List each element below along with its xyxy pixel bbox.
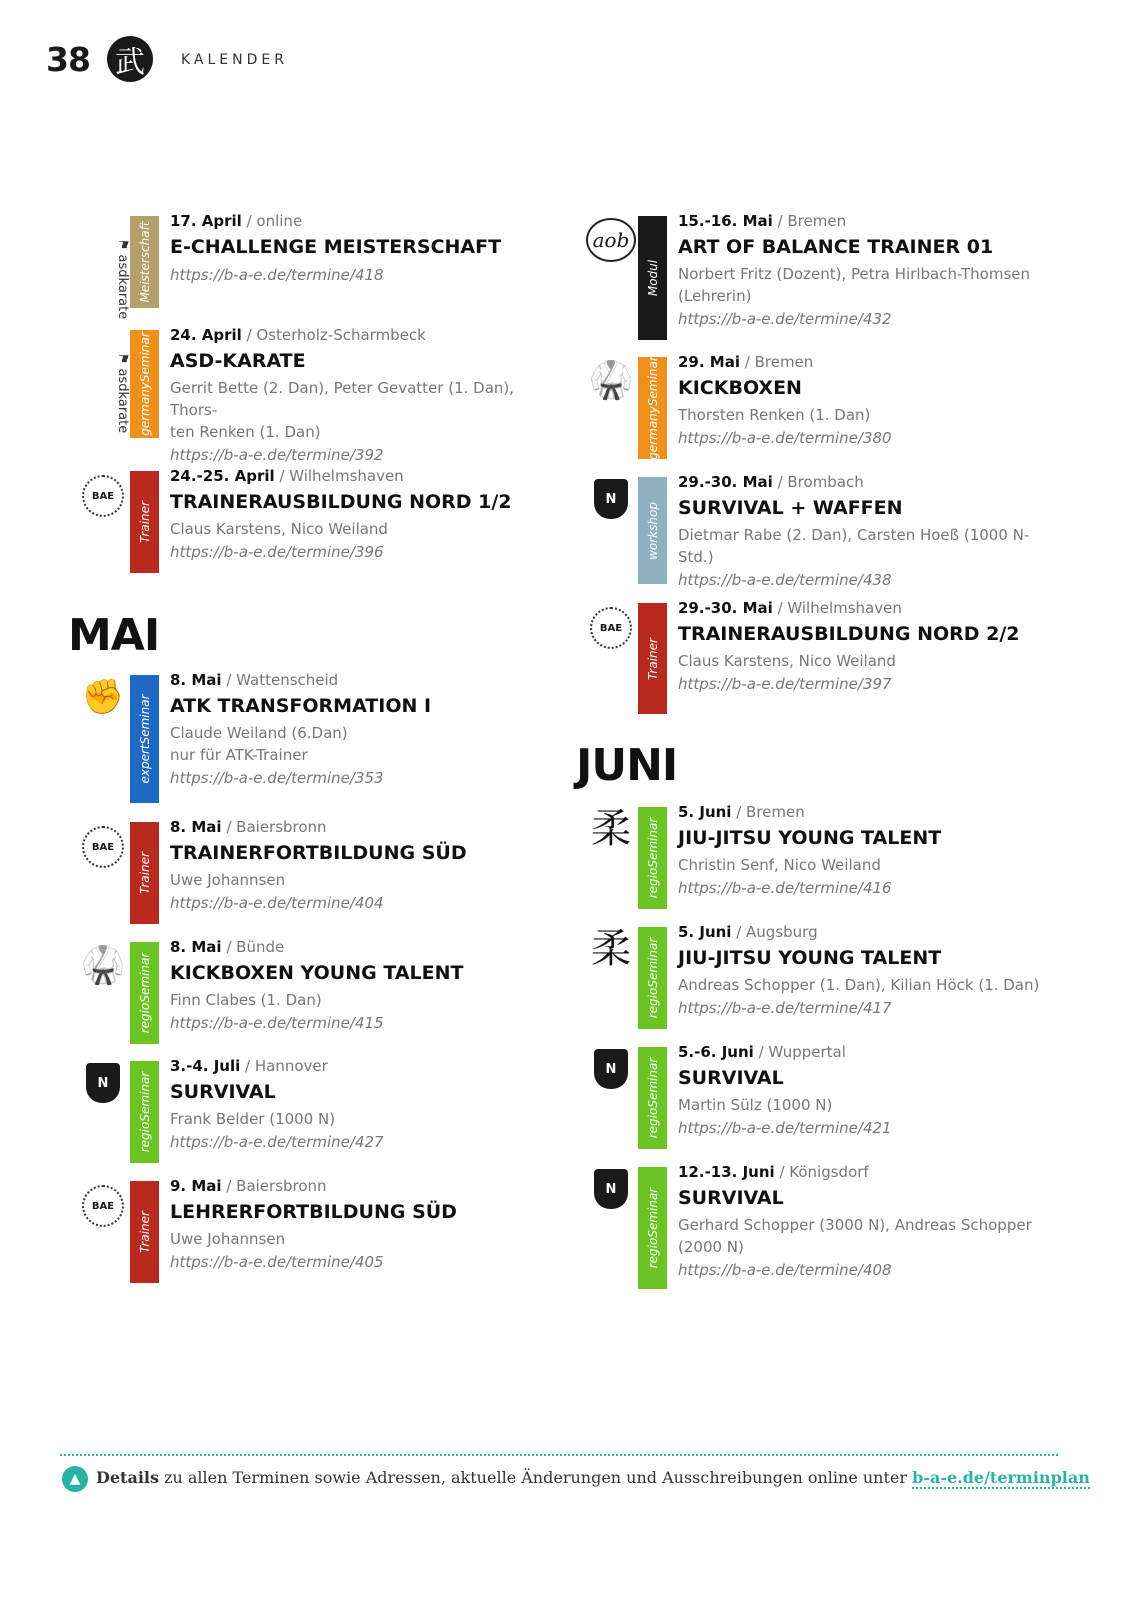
category-bar bbox=[130, 330, 159, 438]
event-link[interactable]: https://b-a-e.de/termine/418 bbox=[170, 266, 384, 284]
event-link[interactable]: https://b-a-e.de/termine/417 bbox=[678, 999, 892, 1017]
survival-shield-logo-icon: N bbox=[86, 1063, 120, 1103]
event-title: KICKBOXEN bbox=[678, 377, 802, 399]
event-title: TRAINERFORTBILDUNG SÜD bbox=[170, 842, 467, 864]
event-entry bbox=[586, 353, 1056, 460]
event-date: 15.-16. Mai bbox=[678, 212, 773, 230]
category-bar bbox=[130, 675, 159, 803]
kickboxer-logo-icon: 🥋 bbox=[588, 360, 634, 401]
month-heading-juni: JUNI bbox=[576, 740, 678, 791]
category-bar bbox=[638, 1047, 667, 1149]
event-date-location bbox=[678, 921, 1058, 943]
event-title: ATK TRANSFORMATION I bbox=[170, 695, 432, 717]
event-instructors: Christin Senf, Nico Weiland bbox=[678, 856, 881, 874]
event-date-location bbox=[678, 210, 1058, 232]
event-instructors: ten Renken (1. Dan) bbox=[170, 423, 321, 441]
category-label: Trainer bbox=[137, 1211, 152, 1253]
category-bar bbox=[638, 477, 667, 584]
event-date: 5. Juni bbox=[678, 803, 732, 821]
event-instructors: Uwe Johannsen bbox=[170, 871, 286, 889]
event-instructors: Andreas Schopper (1. Dan), Kilian Höck (1. Dan) bbox=[678, 976, 1040, 994]
kickboxer-logo-icon: 🥋 bbox=[80, 945, 126, 986]
category-bar bbox=[638, 927, 667, 1029]
event-location: / Augsburg bbox=[731, 923, 818, 941]
event-entry bbox=[78, 818, 548, 924]
event-logo bbox=[78, 216, 131, 320]
event-date: 8. Mai bbox=[170, 938, 222, 956]
event-instructors: (Lehrerin) bbox=[678, 287, 752, 305]
event-date-location bbox=[678, 1161, 1058, 1183]
category-label: Modul bbox=[645, 259, 660, 297]
event-details bbox=[170, 210, 550, 287]
event-link[interactable]: https://b-a-e.de/termine/432 bbox=[678, 310, 892, 328]
footer-bold: Details bbox=[96, 1468, 159, 1487]
event-date-location bbox=[678, 801, 1058, 823]
category-label: regioSeminar bbox=[645, 1057, 660, 1139]
category-bar bbox=[130, 822, 159, 924]
event-logo bbox=[78, 471, 128, 561]
event-details bbox=[678, 1041, 1058, 1140]
category-label: Trainer bbox=[645, 637, 660, 680]
category-label: germanySeminar bbox=[137, 332, 152, 436]
event-date: 8. Mai bbox=[170, 671, 222, 689]
asdkarate-logo-icon: ⚑ asdkarate bbox=[115, 352, 131, 434]
event-title: SURVIVAL bbox=[678, 1187, 784, 1209]
event-location: / Bremen bbox=[731, 803, 805, 821]
event-link[interactable]: https://b-a-e.de/termine/427 bbox=[170, 1133, 384, 1151]
event-instructors: Claus Karstens, Nico Weiland bbox=[170, 520, 388, 538]
footer-text: zu allen Terminen sowie Adressen, aktuelle Änderungen und Ausschreibungen online unter bbox=[158, 1468, 913, 1487]
event-logo bbox=[586, 927, 636, 1017]
event-link[interactable]: https://b-a-e.de/termine/438 bbox=[678, 571, 892, 589]
event-title: SURVIVAL bbox=[678, 1067, 784, 1089]
event-instructors: Thorsten Renken (1. Dan) bbox=[678, 406, 871, 424]
event-date-location bbox=[170, 465, 550, 487]
category-label: workshop bbox=[645, 501, 660, 560]
event-date-location bbox=[170, 1055, 550, 1077]
event-date: 17. April bbox=[170, 212, 242, 230]
event-logo bbox=[78, 822, 128, 912]
event-entry bbox=[586, 473, 1056, 589]
asdkarate-logo-icon: ⚑ asdkarate bbox=[115, 238, 131, 320]
event-entry bbox=[78, 938, 548, 1044]
event-details bbox=[170, 324, 550, 467]
event-instructors: Dietmar Rabe (2. Dan), Carsten Hoeß (1000 N-Std.) bbox=[678, 526, 1030, 566]
event-date-location bbox=[170, 816, 550, 838]
event-date: 9. Mai bbox=[170, 1177, 222, 1195]
event-logo bbox=[586, 357, 636, 447]
event-date-location bbox=[170, 210, 550, 232]
event-date-location bbox=[678, 471, 1058, 493]
event-logo bbox=[78, 1061, 128, 1151]
event-details bbox=[678, 351, 1058, 450]
event-logo bbox=[78, 942, 128, 1032]
event-location: / Hannover bbox=[240, 1057, 328, 1075]
survival-shield-logo-icon: N bbox=[594, 1169, 628, 1209]
event-entry bbox=[586, 212, 1056, 340]
event-entry bbox=[586, 923, 1056, 1029]
event-details bbox=[678, 471, 1058, 592]
category-label: regioSeminar bbox=[137, 952, 152, 1034]
event-date: 3.-4. Juli bbox=[170, 1057, 241, 1075]
category-bar bbox=[130, 942, 159, 1044]
category-bar bbox=[130, 1061, 159, 1163]
event-entry bbox=[586, 803, 1056, 909]
bae-logo-icon: BAE bbox=[82, 475, 124, 517]
event-date: 24. April bbox=[170, 326, 242, 344]
survival-shield-logo-icon: N bbox=[594, 479, 628, 519]
event-title: JIU-JITSU YOUNG TALENT bbox=[678, 947, 942, 969]
event-details bbox=[678, 1161, 1058, 1282]
terminplan-link[interactable]: b-a-e.de/terminplan bbox=[912, 1468, 1090, 1487]
event-location: / Bünde bbox=[221, 938, 285, 956]
event-details bbox=[170, 816, 550, 915]
event-details bbox=[170, 465, 550, 564]
event-logo bbox=[78, 675, 128, 765]
event-date: 24.-25. April bbox=[170, 467, 275, 485]
event-details bbox=[678, 210, 1058, 331]
event-date-location bbox=[678, 597, 1058, 619]
event-logo bbox=[586, 477, 636, 567]
month-heading-mai: MAI bbox=[68, 610, 160, 661]
event-date: 29.-30. Mai bbox=[678, 473, 773, 491]
event-date: 5.-6. Juni bbox=[678, 1043, 754, 1061]
section-title: KALENDER bbox=[181, 52, 288, 68]
event-details bbox=[678, 801, 1058, 900]
event-location: / Baiersbronn bbox=[221, 1177, 327, 1195]
event-title: SURVIVAL bbox=[170, 1081, 276, 1103]
event-instructors: Martin Sülz (1000 N) bbox=[678, 1096, 833, 1114]
event-logo bbox=[586, 603, 636, 693]
event-instructors: (2000 N) bbox=[678, 1238, 744, 1256]
event-link[interactable]: https://b-a-e.de/termine/396 bbox=[170, 543, 384, 561]
event-instructors: Gerhard Schopper (3000 N), Andreas Schopper bbox=[678, 1216, 1032, 1234]
event-location: / Baiersbronn bbox=[221, 818, 327, 836]
category-label: regioSeminar bbox=[137, 1071, 152, 1153]
event-entry bbox=[78, 212, 548, 320]
bae-logo-icon: BAE bbox=[82, 826, 124, 868]
event-location: / Wilhelmshaven bbox=[772, 599, 902, 617]
atk-fist-logo-icon: ✊ bbox=[81, 677, 125, 717]
event-logo bbox=[78, 330, 131, 434]
event-title: ASD-KARATE bbox=[170, 350, 306, 372]
event-link[interactable]: https://b-a-e.de/termine/397 bbox=[678, 675, 892, 693]
event-instructors: Gerrit Bette (2. Dan), Peter Gevatter (1. Dan), Thors- bbox=[170, 379, 515, 419]
event-date-location bbox=[170, 1175, 550, 1197]
event-logo bbox=[586, 807, 636, 897]
event-logo bbox=[586, 1047, 636, 1137]
event-entry bbox=[78, 671, 548, 803]
event-link[interactable]: https://b-a-e.de/termine/405 bbox=[170, 1253, 384, 1271]
event-entry bbox=[78, 326, 548, 464]
category-bar bbox=[638, 357, 667, 459]
event-details bbox=[170, 1055, 550, 1154]
event-location: / Bremen bbox=[772, 212, 847, 230]
category-bar bbox=[638, 216, 667, 340]
event-location: / Wattenscheid bbox=[221, 671, 339, 689]
category-bar bbox=[130, 471, 159, 573]
page-number: 38 bbox=[46, 40, 90, 79]
category-bar bbox=[638, 603, 667, 714]
event-link[interactable]: https://b-a-e.de/termine/380 bbox=[678, 429, 892, 447]
category-label: regioSeminar bbox=[645, 817, 660, 899]
event-date-location bbox=[170, 669, 550, 691]
event-date: 29.-30. Mai bbox=[678, 599, 773, 617]
event-link[interactable]: https://b-a-e.de/termine/408 bbox=[678, 1261, 892, 1279]
event-location: / Bremen bbox=[740, 353, 814, 371]
event-date: 8. Mai bbox=[170, 818, 222, 836]
category-bar bbox=[638, 1167, 667, 1289]
event-instructors: Claus Karstens, Nico Weiland bbox=[678, 652, 896, 670]
event-details bbox=[170, 669, 550, 790]
footer-divider bbox=[60, 1454, 1058, 1456]
category-label: regioSeminar bbox=[645, 937, 660, 1019]
event-date: 5. Juni bbox=[678, 923, 732, 941]
event-title: KICKBOXEN YOUNG TALENT bbox=[170, 962, 464, 984]
bushido-logo-icon: 武 bbox=[107, 36, 153, 82]
category-label: regioSeminar bbox=[645, 1187, 660, 1269]
event-details bbox=[678, 921, 1058, 1020]
event-link[interactable]: https://b-a-e.de/termine/416 bbox=[678, 879, 892, 897]
event-location: / Wilhelmshaven bbox=[274, 467, 404, 485]
event-title: TRAINERAUSBILDUNG NORD 1/2 bbox=[170, 491, 512, 513]
event-instructors: Norbert Fritz (Dozent), Petra Hirlbach-Thomsen bbox=[678, 265, 1031, 283]
aob-logo-icon: aob bbox=[586, 218, 636, 262]
category-label: expertSeminar bbox=[137, 694, 152, 784]
event-title: LEHRERFORTBILDUNG SÜD bbox=[170, 1201, 457, 1223]
event-title: SURVIVAL + WAFFEN bbox=[678, 497, 903, 519]
event-instructors: Uwe Johannsen bbox=[170, 1230, 286, 1248]
event-instructors: Claude Weiland (6.Dan) bbox=[170, 724, 348, 742]
event-link[interactable]: https://b-a-e.de/termine/421 bbox=[678, 1119, 892, 1137]
category-bar bbox=[638, 807, 667, 909]
event-location: / online bbox=[241, 212, 303, 230]
survival-shield-logo-icon: N bbox=[594, 1049, 628, 1089]
event-details bbox=[170, 1175, 550, 1274]
category-label: Meisterschaft bbox=[137, 221, 152, 303]
bae-logo-icon: BAE bbox=[590, 607, 632, 649]
jiu-kanji-logo-icon: 柔 bbox=[591, 806, 631, 852]
event-details bbox=[678, 597, 1058, 696]
event-location: / Wuppertal bbox=[753, 1043, 846, 1061]
category-label: Trainer bbox=[137, 501, 152, 543]
category-bar bbox=[130, 216, 159, 308]
event-instructors: Frank Belder (1000 N) bbox=[170, 1110, 336, 1128]
event-location: / Brombach bbox=[772, 473, 864, 491]
event-title: E-CHALLENGE MEISTERSCHAFT bbox=[170, 236, 502, 258]
event-link[interactable]: https://b-a-e.de/termine/353 bbox=[170, 769, 384, 787]
event-date: 29. Mai bbox=[678, 353, 740, 371]
event-details bbox=[170, 936, 550, 1035]
category-bar bbox=[130, 1181, 159, 1283]
jiu-kanji-logo-icon: 柔 bbox=[591, 926, 631, 972]
event-entry bbox=[78, 1177, 548, 1283]
event-link[interactable]: https://b-a-e.de/termine/392 bbox=[170, 446, 384, 464]
event-date-location bbox=[170, 936, 550, 958]
event-date-location bbox=[678, 1041, 1058, 1063]
event-entry bbox=[78, 467, 548, 573]
event-date-location bbox=[170, 324, 550, 346]
footer-note bbox=[96, 1468, 1090, 1487]
event-link[interactable]: https://b-a-e.de/termine/415 bbox=[170, 1014, 384, 1032]
event-instructors: Finn Clabes (1. Dan) bbox=[170, 991, 322, 1009]
event-title: JIU-JITSU YOUNG TALENT bbox=[678, 827, 942, 849]
event-entry bbox=[586, 599, 1056, 714]
event-location: / Osterholz-Scharmbeck bbox=[241, 326, 426, 344]
event-date: 12.-13. Juni bbox=[678, 1163, 775, 1181]
event-location: / Königsdorf bbox=[774, 1163, 869, 1181]
event-link[interactable]: https://b-a-e.de/termine/404 bbox=[170, 894, 384, 912]
event-logo bbox=[78, 1181, 128, 1271]
event-entry bbox=[586, 1043, 1056, 1149]
event-entry bbox=[78, 1057, 548, 1163]
event-logo bbox=[586, 1167, 636, 1257]
flame-icon: ▲ bbox=[62, 1466, 88, 1492]
event-entry bbox=[586, 1163, 1056, 1289]
category-label: Trainer bbox=[137, 852, 152, 894]
event-date-location bbox=[678, 351, 1058, 373]
category-label: germanySeminar bbox=[645, 356, 660, 460]
event-instructors: nur für ATK-Trainer bbox=[170, 746, 308, 764]
bae-logo-icon: BAE bbox=[82, 1185, 124, 1227]
event-logo bbox=[586, 216, 636, 306]
event-title: ART OF BALANCE TRAINER 01 bbox=[678, 236, 994, 258]
event-title: TRAINERAUSBILDUNG NORD 2/2 bbox=[678, 623, 1020, 645]
